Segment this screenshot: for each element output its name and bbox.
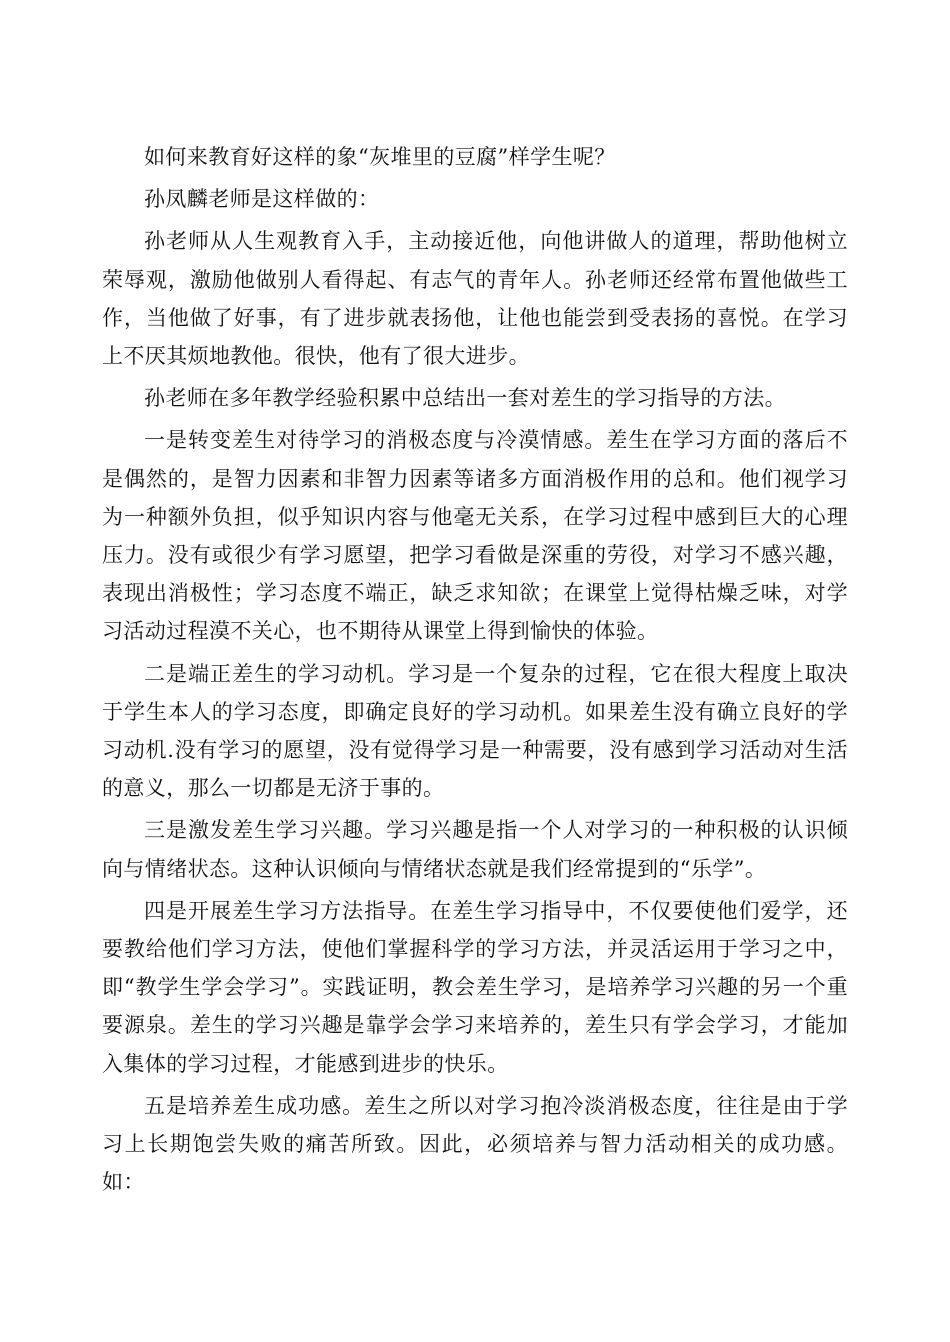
paragraph-method-2: 二是端正差生的学习动机。学习是一个复杂的过程，它在很大程度上取决于学生本人的学习态度，即确定良好的学习动机。如果差生没有确立良好的学习动机.没有学习的愿望，没有觉得学习是一种需要，没有感到学习活动对生活的意义，那么一切都是无济于事的。 <box>102 661 848 801</box>
paragraph-method-summary: 孙老师在多年教学经验积累中总结出一套对差生的学习指导的方法。 <box>144 386 786 411</box>
paragraph-method-4: 四是开展差生学习方法指导。在差生学习指导中，不仅要使他们爱学，还要教给他们学习方法，使他们掌握科学的学习方法，并灵活运用于学习之中，即“教学生学会学习”。实践证明，教会差生学习，是培养学习兴趣的另一个重要源泉。差生的学习兴趣是靠学会学习来培养的，差生只有学会学习，才能加入集体的学习过程，才能感到进步的快乐。 <box>102 898 848 1076</box>
paragraph-approach: 孙老师从人生观教育入手，主动接近他，向他讲做人的道理，帮助他树立荣辱观，激励他做别人看得起、有志气的青年人。孙老师还经常布置他做些工作，当他做了好事，有了进步就表扬他，让他也能尝到受表扬的喜悦。在学习上不厌其烦地教他。很快，他有了很大进步。 <box>102 229 848 369</box>
document-body <box>102 138 848 1205</box>
paragraph-intro: 孙凤麟老师是这样做的： <box>144 187 380 212</box>
paragraph-question: 如何来教育好这样的象“灰堆里的豆腐”样学生呢？ <box>144 145 616 169</box>
paragraph-method-5: 五是培养差生成功感。差生之所以对学习抱冷淡消极态度，往往是由于学习上长期饱尝失败的痛苦所致。因此，必须培养与智力活动相关的成功感。如： <box>102 1093 848 1195</box>
paragraph-method-3: 三是激发差生学习兴趣。学习兴趣是指一个人对学习的一种积极的认识倾向与情绪状态。这种认识倾向与情绪状态就是我们经常提到的“乐学”。 <box>102 818 848 881</box>
paragraph-method-1: 一是转变差生对待学习的消极态度与冷漠情感。差生在学习方面的落后不是偶然的，是智力因素和非智力因素等诸多方面消极作用的总和。他们视学习为一种额外负担，似乎知识内容与他毫无关系，在学习过程中感到巨大的心理压力。没有或很少有学习愿望，把学习看做是深重的劳役，对学习不感兴趣，表现出消极性；学习态度不端正，缺乏求知欲；在课堂上觉得枯燥乏味，对学习活动过程漠不关心，也不期待从课堂上得到愉快的体验。 <box>102 428 848 644</box>
